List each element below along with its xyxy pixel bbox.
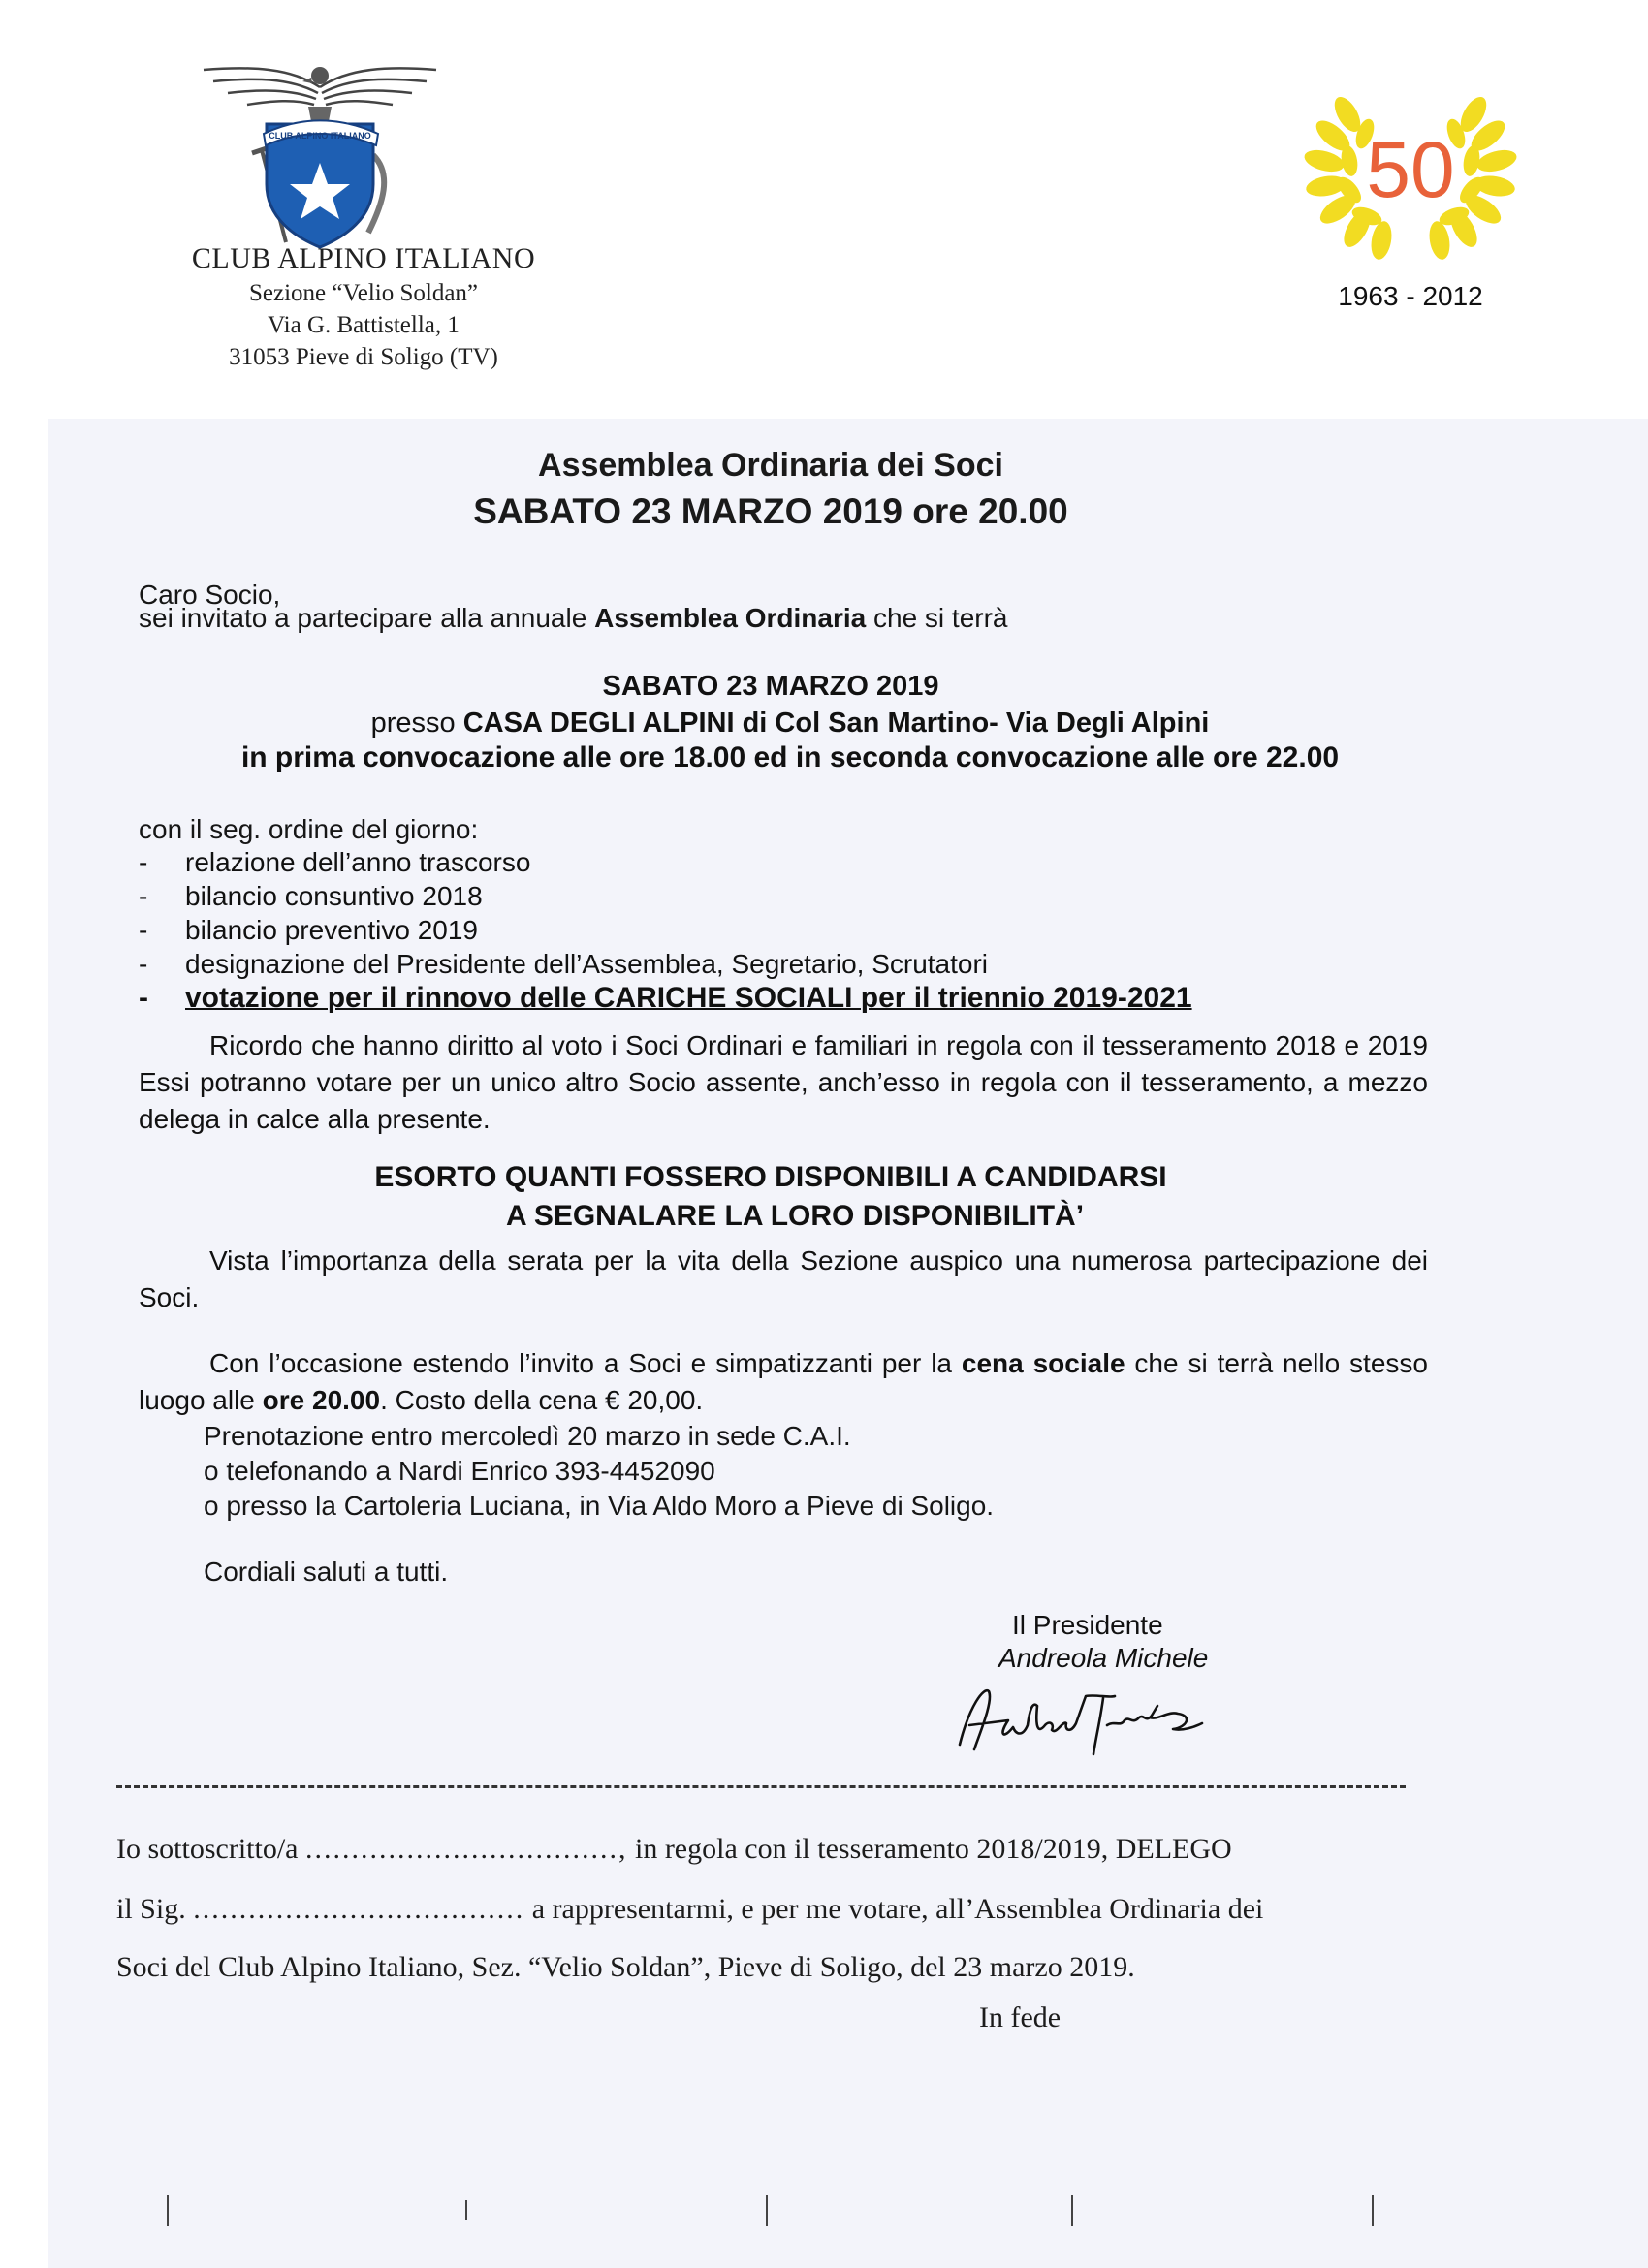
logo-banner-text: CLUB ALPINO ITALIANO (269, 131, 371, 141)
invite-text (139, 601, 1008, 636)
greeting: Caro Socio, (139, 580, 281, 610)
org-address-block (97, 240, 630, 373)
invite-text-bold: Assemblea Ordinaria (594, 603, 867, 633)
booking-line-3: o presso la Cartoleria Luciana, in Via Aldo Moro a Pieve di Soligo. (204, 1491, 995, 1521)
in-fede-label: In fede (979, 2001, 1062, 2033)
event-place-prefix: presso (370, 708, 463, 739)
page-subtitle: SABATO 23 MARZO 2019 ore 20.00 (473, 491, 1068, 531)
voting-note: Ricordo che hanno diritto al voto i Soci Ordinari e familiari in regola con il tesseramento 2018 e 2019 Essi potranno votare per un unico altro Socio assente, anch’esso in regola con il tesseramento, a mezzo delega in calce alla presente. (139, 1030, 1428, 1134)
event-date: SABATO 23 MARZO 2019 (602, 671, 939, 702)
scan-mark (167, 2195, 169, 2226)
signature-block (998, 1609, 1208, 1675)
agenda-item: - bilancio preventivo 2019 (139, 915, 478, 945)
agenda-intro: con il seg. ordine del giorno: (139, 814, 479, 844)
page-title: Assemblea Ordinaria dei Soci (538, 447, 1003, 484)
exhort-line-1: ESORTO QUANTI FOSSERO DISPONIBILI A CANDIDARSI (374, 1161, 1167, 1193)
delega-label-2: il Sig. (116, 1893, 186, 1925)
org-name: CLUB ALPINO ITALIANO (191, 242, 536, 274)
president-role: Il Presidente (1012, 1610, 1163, 1640)
agenda-item: - designazione del Presidente dell’Assemblea, Segretario, Scrutatori (139, 949, 989, 979)
participation-text: Vista l’importanza della serata per la vita della Sezione auspico una numerosa partecipazione dei Soci. (139, 1245, 1428, 1312)
org-city: 31053 Pieve di Soligo (TV) (229, 344, 498, 370)
cai-logo (194, 48, 446, 257)
org-address: Via G. Battistella, 1 (268, 312, 460, 338)
agenda-list (139, 845, 1399, 1015)
scan-mark (465, 2200, 467, 2220)
handwritten-signature (940, 1667, 1289, 1764)
event-place (19, 706, 1561, 740)
delega-line-2: il Sig. .................................... a rappresentarmi, e per me votare, all’Assemblea Ordinaria dei (116, 1893, 1264, 1925)
invite-text-start: sei invitato a partecipare alla annuale (139, 603, 595, 633)
anniversary-years: 1963 - 2012 (1338, 281, 1483, 311)
cut-line (116, 1785, 1406, 1788)
president-name: Andreola Michele (998, 1643, 1209, 1673)
delega-line-3: Soci del Club Alpino Italiano, Sez. “Velio Soldan”, Pieve di Soligo, del 23 marzo 2019. (116, 1951, 1135, 1983)
exhort-line-2: A SEGNALARE LA LORO DISPONIBILITÀ’ (505, 1200, 1085, 1232)
delegate-name-field[interactable]: .................................... (193, 1893, 525, 1925)
booking-line-1: Prenotazione entro mercoledì 20 marzo in sede C.A.I. (204, 1421, 851, 1451)
delega-label-1: Io sottoscritto/a (116, 1833, 299, 1865)
scan-mark (766, 2195, 768, 2226)
laurel-wreath-icon (1289, 76, 1532, 269)
agenda-item-highlight: - votazione per il rinnovo delle CARICHE SOCIALI per il triennio 2019-2021 (139, 982, 1192, 1014)
scan-mark (1071, 2195, 1073, 2226)
anniversary-number: 50 (1366, 126, 1455, 214)
booking-line-2: o telefonando a Nardi Enrico 393-4452090 (204, 1456, 715, 1486)
closing-greeting: Cordiali saluti a tutti. (204, 1557, 449, 1587)
delega-line-1: Io sottoscritto/a .................................., in regola con il tesseramento 2018/2019, DELEGO (116, 1833, 1232, 1865)
event-convocation: in prima convocazione alle ore 18.00 ed in seconda convocazione alle ore 22.00 (240, 741, 1340, 773)
dinner-highlight: cena sociale (961, 1348, 1125, 1378)
org-section: Sezione “Velio Soldan” (248, 280, 479, 306)
invite-text-end: che si terrà (866, 603, 1008, 633)
agenda-item: - bilancio consuntivo 2018 (139, 881, 483, 911)
scan-mark (1372, 2195, 1374, 2226)
dinner-text: Con l’occasione estendo l’invito a Soci e simpatizzanti per la cena sociale che si terrà nello stesso luogo alle ore 20.00. Costo della cena € 20,00. (139, 1348, 1428, 1415)
agenda-item: - relazione dell’anno trascorso (139, 847, 531, 877)
dinner-time: ore 20.00 (262, 1385, 381, 1415)
event-place-name: CASA DEGLI ALPINI di Col San Martino- Via Degli Alpini (462, 708, 1210, 739)
delegator-name-field[interactable]: .................................., (304, 1833, 628, 1865)
